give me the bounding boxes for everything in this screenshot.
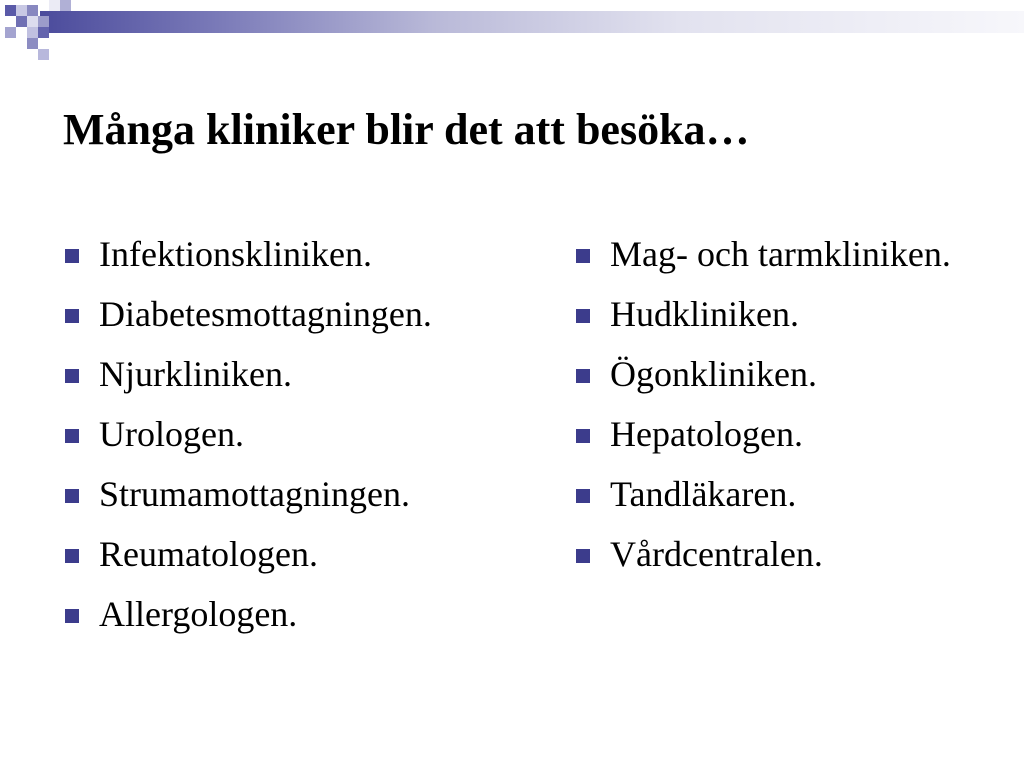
list-item-text: Hudkliniken. <box>610 294 799 334</box>
list-item-text: Mag- och tarmkliniken. <box>610 234 951 274</box>
decor-square <box>5 5 16 16</box>
square-bullet-icon <box>576 429 590 443</box>
list-item <box>574 294 994 335</box>
list-item <box>574 474 994 515</box>
list-item-text: Tandläkaren. <box>610 474 797 514</box>
decor-square <box>38 16 49 27</box>
list-item-text: Vårdcentralen. <box>610 534 823 574</box>
decor-square <box>27 38 38 49</box>
list-item-text: Infektionskliniken. <box>99 234 372 274</box>
square-bullet-icon <box>65 429 79 443</box>
square-bullet-icon <box>65 489 79 503</box>
square-bullet-icon <box>576 249 590 263</box>
list-item <box>63 594 533 635</box>
list-item <box>574 414 994 455</box>
list-item <box>574 234 994 275</box>
list-item <box>63 234 533 275</box>
square-bullet-icon <box>65 249 79 263</box>
list-item <box>574 534 994 575</box>
list-item-text: Strumamottagningen. <box>99 474 410 514</box>
square-bullet-icon <box>576 549 590 563</box>
slide-title: Många kliniker blir det att besöka… <box>63 105 750 154</box>
list-item <box>63 294 533 335</box>
list-item <box>63 414 533 455</box>
decor-square <box>16 5 27 16</box>
decor-square <box>38 27 49 38</box>
decor-square <box>38 49 49 60</box>
left-bullet-list <box>63 234 533 654</box>
header-decoration-band <box>40 11 1024 33</box>
list-item-text: Urologen. <box>99 414 244 454</box>
list-item-text: Reumatologen. <box>99 534 318 574</box>
square-bullet-icon <box>576 369 590 383</box>
decor-square <box>49 0 60 11</box>
list-item-text: Allergologen. <box>99 594 298 634</box>
square-bullet-icon <box>65 369 79 383</box>
list-item <box>63 354 533 395</box>
decor-square <box>60 0 71 11</box>
square-bullet-icon <box>576 309 590 323</box>
square-bullet-icon <box>65 549 79 563</box>
square-bullet-icon <box>65 609 79 623</box>
decor-square <box>27 27 38 38</box>
right-bullet-list <box>574 234 994 594</box>
decor-square <box>5 27 16 38</box>
list-item <box>63 534 533 575</box>
square-bullet-icon <box>65 309 79 323</box>
list-item <box>574 354 994 395</box>
list-item-text: Hepatologen. <box>610 414 803 454</box>
list-item <box>63 474 533 515</box>
list-item-text: Njurkliniken. <box>99 354 292 394</box>
list-item-text: Ögonkliniken. <box>610 354 817 394</box>
decor-square <box>27 16 38 27</box>
list-item-text: Diabetesmottagningen. <box>99 294 432 334</box>
square-bullet-icon <box>576 489 590 503</box>
decor-square <box>27 5 38 16</box>
decor-square <box>16 16 27 27</box>
